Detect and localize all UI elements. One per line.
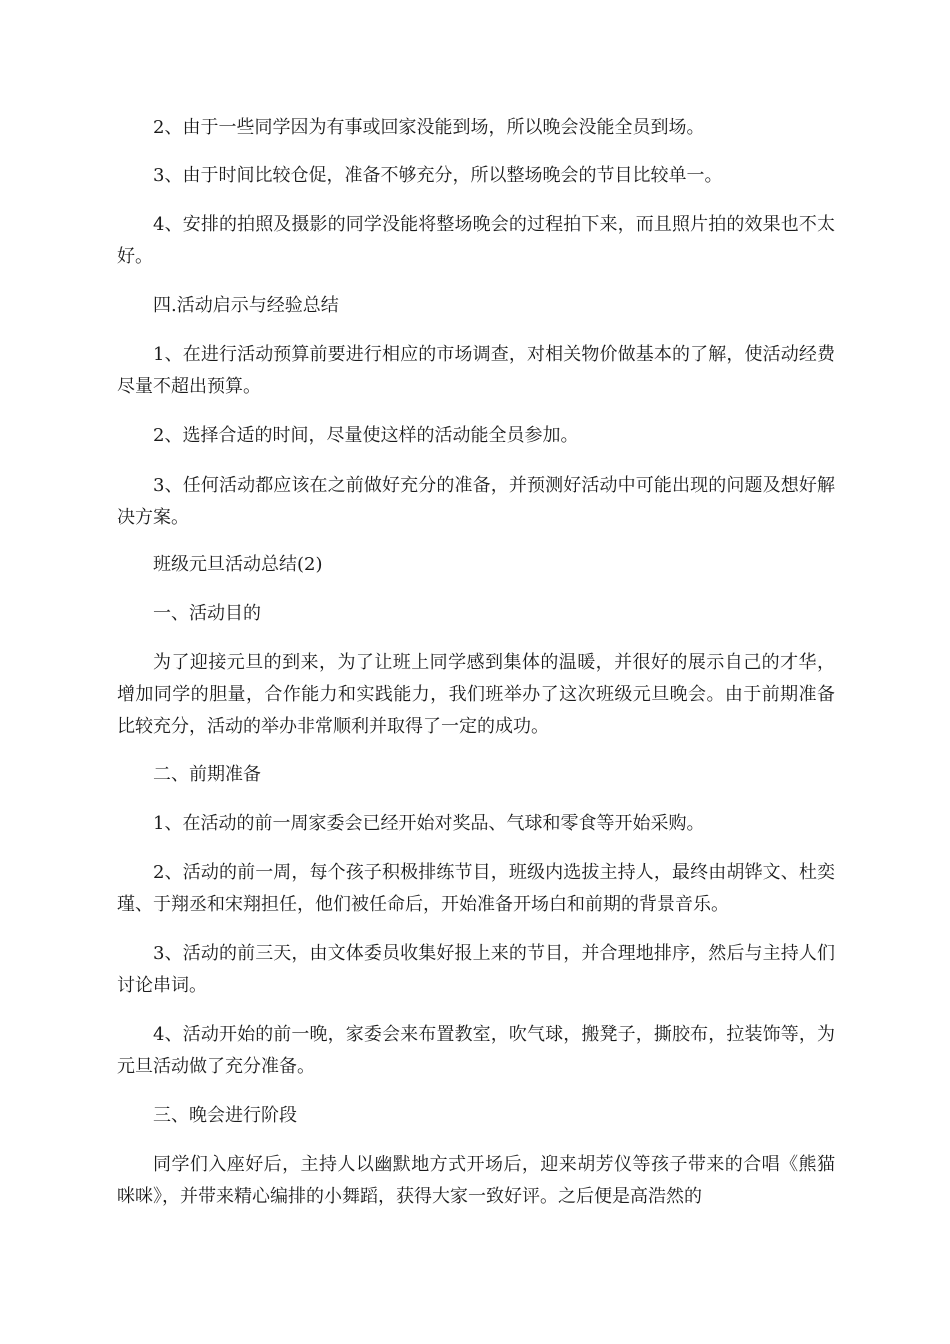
paragraph-party: 同学们入座好后，主持人以幽默地方式开场后，迎来胡芳仪等孩子带来的合唱《熊猫咪咪》，并带来精心编排的小舞蹈，获得大家一致好评。之后便是高浩然的	[117, 1154, 835, 1207]
paragraph-lesson-3: 3、任何活动都应该在之前做好充分的准备，并预测好活动中可能出现的问题及想好解决方案。	[117, 475, 835, 528]
paragraph-item-4: 4、安排的拍照及摄影的同学没能将整场晚会的过程拍下来，而且照片拍的效果也不太好。	[117, 214, 835, 267]
section-heading-4: 四.活动启示与经验总结	[153, 295, 339, 316]
section-heading-3: 三、晚会进行阶段	[153, 1105, 297, 1126]
document-title: 班级元旦活动总结(2)	[153, 554, 323, 575]
paragraph-purpose: 为了迎接元旦的到来，为了让班上同学感到集体的温暖，并很好的展示自己的才华，增加同学的胆量，合作能力和实践能力，我们班举办了这次班级元旦晚会。由于前期准备比较充分，活动的举办非常顺利并取得了一定的成功。	[117, 652, 835, 737]
paragraph-item-3: 3、由于时间比较仓促，准备不够充分，所以整场晚会的节目比较单一。	[153, 165, 723, 186]
paragraph-prep-3: 3、活动的前三天，由文体委员收集好报上来的节目，并合理地排序，然后与主持人们讨论串词。	[117, 943, 835, 996]
paragraph-lesson-2: 2、选择合适的时间，尽量使这样的活动能全员参加。	[153, 425, 579, 446]
section-heading-2: 二、前期准备	[153, 764, 261, 785]
paragraph-lesson-1: 1、在进行活动预算前要进行相应的市场调查，对相关物价做基本的了解，使活动经费尽量不超出预算。	[117, 344, 835, 397]
section-heading-1: 一、活动目的	[153, 603, 261, 624]
paragraph-item-2: 2、由于一些同学因为有事或回家没能到场，所以晚会没能全员到场。	[153, 117, 705, 138]
paragraph-prep-1: 1、在活动的前一周家委会已经开始对奖品、气球和零食等开始采购。	[153, 813, 705, 834]
paragraph-prep-4: 4、活动开始的前一晚，家委会来布置教室，吹气球，搬凳子，撕胶布，拉装饰等，为元旦活动做了充分准备。	[117, 1024, 835, 1077]
paragraph-prep-2: 2、活动的前一周，每个孩子积极排练节目，班级内选拔主持人，最终由胡铧文、杜奕瑾、于翔丞和宋翔担任，他们被任命后，开始准备开场白和前期的背景音乐。	[117, 862, 835, 915]
